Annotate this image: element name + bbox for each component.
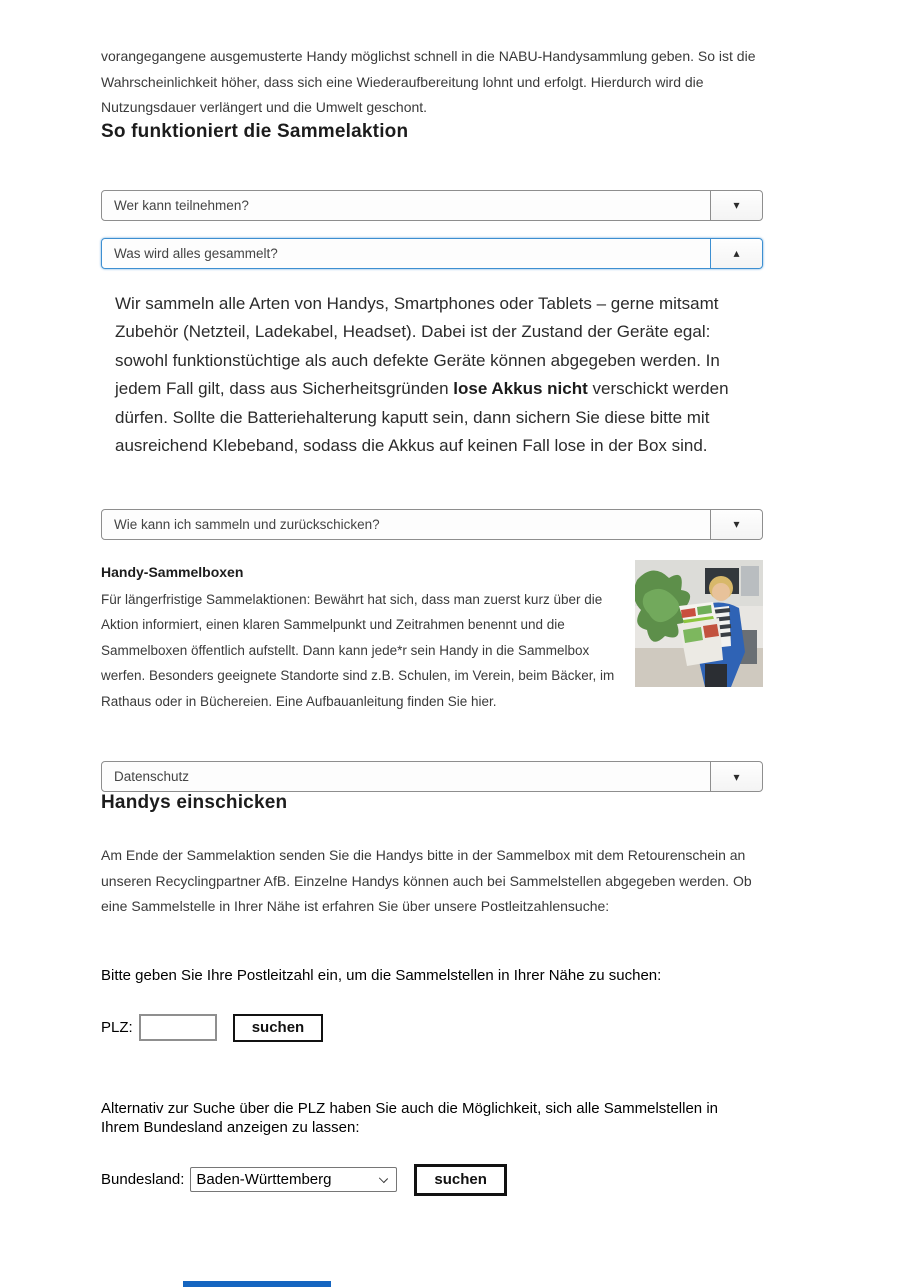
einschicken-paragraph: Am Ende der Sammelaktion senden Sie die Handys bitte in der Sammelbox mit dem Retourenschein an unseren Recyclingpartner AfB. Einzelne Handys können auch bei Sammelstellen abgegeben werden. Ob eine Sammelstelle in Ihrer Nähe ist erfahren Sie über unsere Postleitzahlensuche:: [101, 847, 752, 914]
accordion-datenschutz[interactable]: [101, 761, 763, 792]
bundesland-selected-option: Baden-Württemberg: [196, 1171, 332, 1188]
accordion-wer-kann-teilnehmen[interactable]: [101, 190, 763, 221]
bundesland-select[interactable]: [190, 1167, 397, 1192]
section-title-sammelaktion: So funktioniert die Sammelaktion: [101, 120, 409, 142]
bundesland-label: Bundesland:: [101, 1171, 185, 1188]
chevron-down-icon: ▾: [733, 517, 740, 531]
accordion-toggle-button[interactable]: [711, 510, 762, 539]
plz-label: PLZ:: [101, 1019, 133, 1036]
accordion-expanded-text: [115, 290, 752, 461]
accordion-label[interactable]: Datenschutz: [102, 762, 711, 791]
accordion-toggle-button[interactable]: [711, 239, 762, 268]
sammelboxen-title: Handy-Sammelboxen: [101, 563, 244, 580]
plz-form-row: [101, 1014, 763, 1042]
accordion-wie-sammeln[interactable]: [101, 509, 763, 540]
chevron-up-icon: ▴: [733, 246, 740, 260]
main-content: [101, 0, 763, 1196]
plz-input[interactable]: [139, 1014, 217, 1041]
plz-instruction: Bitte geben Sie Ihre Postleitzahl ein, um die Sammelstellen in Ihrer Nähe zu suchen:: [101, 966, 662, 984]
select-chevron-icon: [379, 1174, 388, 1183]
accordion-label[interactable]: Wer kann teilnehmen?: [102, 191, 711, 220]
bundesland-search-button[interactable]: suchen: [414, 1164, 507, 1196]
section-title-einschicken: Handys einschicken: [101, 792, 288, 813]
bundesland-instruction: Alternativ zur Suche über die PLZ haben Sie auch die Möglichkeit, sich alle Sammelstellen in Ihrem Bundesland anzeigen zu lassen:: [101, 1099, 718, 1136]
accordion-label[interactable]: Wie kann ich sammeln und zurückschicken?: [102, 510, 711, 539]
sammelboxen-text: Für längerfristige Sammelaktionen: Bewährt hat sich, dass man zuerst kurz über die Aktion informiert, einen klaren Sammelpunkt und Zeitrahmen benennt und die Sammelboxen öffentlich aufstellt. Dann kann jede*r sein Handy in die Sammelbox werfen. Besonders geeignete Standorte sind z.B. Schulen, im Verein, beim Bäcker, im Rathaus oder in Büchereien. Eine Aufbauanleitung finden Sie hier.: [101, 591, 615, 709]
sammelboxen-block: [101, 564, 763, 715]
intro-paragraph: vorangegangene ausgemusterte Handy möglichst schnell in die NABU-Handysammlung geben. So ist die Wahrscheinlichkeit höher, dass sich eine Wiederaufbereitung lohnt und erfolgt. Hierdurch wird die Nutzungsdauer verlängert und die Umwelt geschont.: [101, 48, 756, 115]
accordion-toggle-button[interactable]: [711, 191, 762, 220]
accordion-label[interactable]: Was wird alles gesammelt?: [102, 239, 711, 268]
expanded-text-part2: verschickt werden dürfen. Sollte die Batteriehalterung kaputt sein, dann sichern Sie diese bitte mit ausreichend Klebeband, sodass die Akkus auf keinen Fall lose in der Box sind.: [115, 379, 729, 455]
accordion-was-wird-gesammelt[interactable]: [101, 238, 763, 269]
accordion-toggle-button[interactable]: [711, 762, 762, 791]
chevron-down-icon: ▾: [733, 769, 740, 784]
expanded-text-part1: Wir sammeln alle Arten von Handys, Smartphones oder Tablets – gerne mitsamt Zubehör (Netzteil, Ladekabel, Headset). Dabei ist der Zustand der Geräte egal: sowohl funktionstüchtige als auch defekte Geräte können abgegeben werden. In jedem Fall gilt, dass aus Sicherheitsgründen: [115, 293, 720, 398]
chevron-down-icon: ▾: [733, 198, 740, 212]
bottom-blue-bar: [183, 1281, 331, 1287]
collection-box-photo: [635, 560, 763, 687]
plz-search-button[interactable]: suchen: [233, 1014, 324, 1042]
bundesland-form-row: [101, 1164, 763, 1196]
expanded-text-bold: lose Akkus nicht: [453, 379, 588, 398]
plz-search-form: [101, 966, 763, 1196]
